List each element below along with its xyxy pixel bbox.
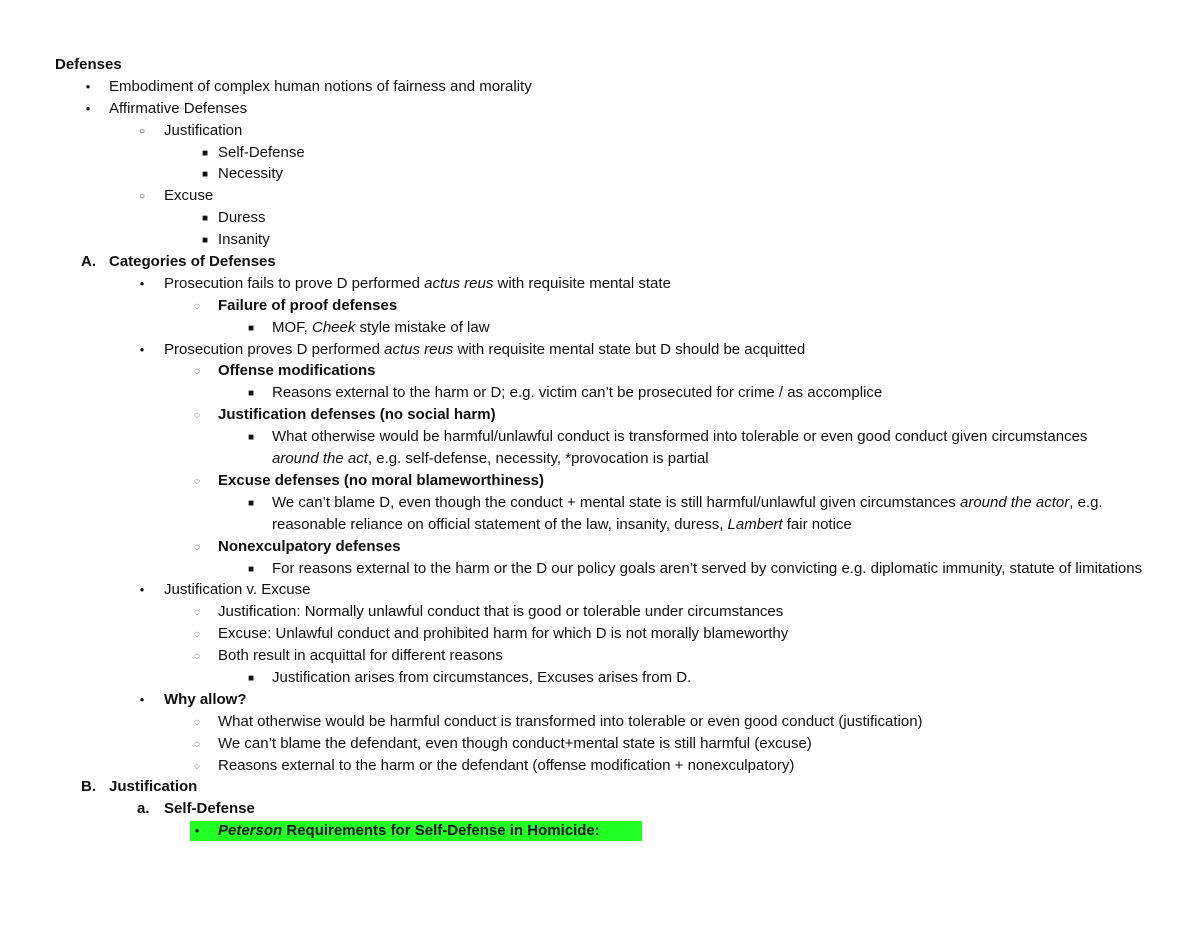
section-marker: A. <box>81 253 96 271</box>
list-item <box>0 360 1200 382</box>
square-bullet-icon <box>198 229 212 253</box>
list-item <box>0 558 1200 580</box>
text-segment: style mistake of law <box>355 318 490 336</box>
list-item-text: Justification <box>164 121 243 139</box>
list-item-text: Both result in acquittal for different reasons <box>218 647 503 665</box>
square-bullet-icon <box>244 667 258 691</box>
list-item-text: Why allow? <box>164 690 247 708</box>
list-item-text: What otherwise would be harmful conduct is transformed into tolerable or even good conduct (justification) <box>218 712 923 730</box>
square-bullet-icon <box>244 317 258 341</box>
document-heading: Defenses <box>55 56 122 73</box>
dotted-bullet-icon <box>190 404 204 428</box>
list-item <box>0 426 1200 470</box>
list-item <box>0 470 1200 492</box>
text-segment: fair notice <box>782 515 852 533</box>
subsection-marker: a. <box>137 800 150 818</box>
bullet-icon <box>190 820 204 844</box>
italic-segment: actus reus <box>384 340 454 358</box>
section-heading <box>0 776 1200 798</box>
list-item <box>0 579 1200 601</box>
list-item-text: Embodiment of complex human notions of fairness and morality <box>109 77 532 95</box>
section-heading <box>0 251 1200 273</box>
section-title: Justification <box>109 778 198 796</box>
list-item-text: Nonexculpatory defenses <box>218 537 401 555</box>
list-item <box>0 207 1200 229</box>
list-item <box>0 601 1200 623</box>
list-item <box>0 536 1200 558</box>
list-item <box>0 120 1200 142</box>
dotted-bullet-icon <box>190 711 204 735</box>
italic-segment: around the actor <box>959 493 1070 511</box>
list-item-text: Excuse <box>164 187 214 205</box>
list-item-text <box>164 273 671 295</box>
list-item <box>0 163 1200 185</box>
list-item-text: Insanity <box>218 231 270 249</box>
dotted-bullet-icon <box>190 601 204 625</box>
list-item-text: For reasons external to the harm or the D our policy goals aren’t served by convicting e.g. diplomatic immunity, statute of limitations <box>272 559 1143 577</box>
italic-segment: Lambert <box>727 515 783 533</box>
list-item-text: We can’t blame the defendant, even though conduct+mental state is still harmful (excuse) <box>218 734 812 752</box>
circle-bullet-icon <box>135 120 149 144</box>
text-segment: with requisite mental state <box>493 274 671 292</box>
bullet-icon <box>81 98 95 122</box>
list-item-text: Excuse defenses (no moral blameworthiness) <box>218 471 544 489</box>
circle-bullet-icon <box>135 185 149 209</box>
list-item-text: Affirmative Defenses <box>109 99 248 117</box>
dotted-bullet-icon <box>190 645 204 669</box>
list-item-text: Failure of proof defenses <box>218 296 398 314</box>
text-segment: , e.g. self-defense, necessity, *provocation is partial <box>367 450 709 468</box>
text-segment: MOF, <box>272 318 312 336</box>
list-item <box>0 667 1200 689</box>
heading-line <box>0 54 1200 76</box>
list-item-text <box>272 492 1142 536</box>
dotted-bullet-icon <box>190 755 204 779</box>
square-bullet-icon <box>198 163 212 187</box>
list-item <box>0 382 1200 404</box>
dotted-bullet-icon <box>190 733 204 757</box>
list-item-text: Justification defenses (no social harm) <box>218 406 496 424</box>
list-item-text <box>218 820 600 842</box>
dotted-bullet-icon <box>190 470 204 494</box>
list-item <box>0 733 1200 755</box>
list-item-text: Reasons external to the harm or the defendant (offense modification + nonexculpatory) <box>218 756 795 774</box>
square-bullet-icon <box>244 558 258 582</box>
list-item <box>0 404 1200 426</box>
text-segment: Requirements for Self-Defense in Homicide: <box>282 822 600 840</box>
dotted-bullet-icon <box>190 295 204 319</box>
document-body <box>0 54 1200 842</box>
bullet-icon <box>81 76 95 100</box>
list-item-text: Reasons external to the harm or D; e.g. victim can’t be prosecuted for crime / as accomplice <box>272 384 883 402</box>
bullet-icon <box>135 273 149 297</box>
list-item-text: Excuse: Unlawful conduct and prohibited harm for which D is not morally blameworthy <box>218 625 789 643</box>
square-bullet-icon <box>198 142 212 166</box>
list-item <box>0 317 1200 339</box>
list-item <box>0 229 1200 251</box>
list-item <box>0 623 1200 645</box>
list-item <box>0 185 1200 207</box>
list-item-text: Necessity <box>218 165 284 183</box>
text-segment: We can’t blame D, even though the conduct + mental state is still harmful/unlawful given circumstances <box>272 493 960 511</box>
section-marker: B. <box>81 778 96 796</box>
list-item <box>0 142 1200 164</box>
list-item <box>0 492 1200 536</box>
subsection-title: Self-Defense <box>164 800 255 818</box>
italic-segment: Cheek <box>312 318 356 336</box>
highlighted-list-item <box>0 820 1200 842</box>
list-item-text: Offense modifications <box>218 362 376 380</box>
square-bullet-icon <box>244 492 258 516</box>
list-item-text: Justification arises from circumstances, Excuses arises from D. <box>272 669 692 687</box>
subsection-heading <box>0 798 1200 820</box>
bullet-icon <box>135 689 149 713</box>
bullet-icon <box>135 339 149 363</box>
list-item <box>0 755 1200 777</box>
list-item <box>0 339 1200 361</box>
italic-segment: actus reus <box>424 274 494 292</box>
dotted-bullet-icon <box>190 360 204 384</box>
italic-segment: around the act <box>272 450 368 468</box>
text-segment: , e.g. reasonable reliance on official statement of the law, insanity, duress, <box>272 493 1103 533</box>
list-item-text <box>272 426 1092 470</box>
text-segment: Prosecution fails to prove D performed <box>164 274 425 292</box>
list-item <box>0 98 1200 120</box>
list-item-text: Justification v. Excuse <box>164 581 311 599</box>
list-item-text: Self-Defense <box>218 143 305 161</box>
list-item <box>0 711 1200 733</box>
text-segment: Prosecution proves D performed <box>164 340 385 358</box>
dotted-bullet-icon <box>190 623 204 647</box>
dotted-bullet-icon <box>190 536 204 560</box>
list-item-text: Duress <box>218 209 266 227</box>
text-segment: What otherwise would be harmful/unlawful conduct is transformed into tolerable or even good conduct given circumstances <box>272 428 1088 446</box>
list-item <box>0 76 1200 98</box>
bullet-icon <box>135 579 149 603</box>
italic-segment: Peterson <box>218 822 283 840</box>
square-bullet-icon <box>244 426 258 450</box>
list-item-text <box>164 339 805 361</box>
list-item <box>0 689 1200 711</box>
section-title: Categories of Defenses <box>109 253 276 271</box>
list-item-text: Justification: Normally unlawful conduct that is good or tolerable under circumstances <box>218 603 784 621</box>
list-item <box>0 295 1200 317</box>
text-segment: with requisite mental state but D should be acquitted <box>453 340 806 358</box>
square-bullet-icon <box>244 382 258 406</box>
square-bullet-icon <box>198 207 212 231</box>
list-item <box>0 273 1200 295</box>
list-item-text <box>272 317 490 339</box>
list-item <box>0 645 1200 667</box>
